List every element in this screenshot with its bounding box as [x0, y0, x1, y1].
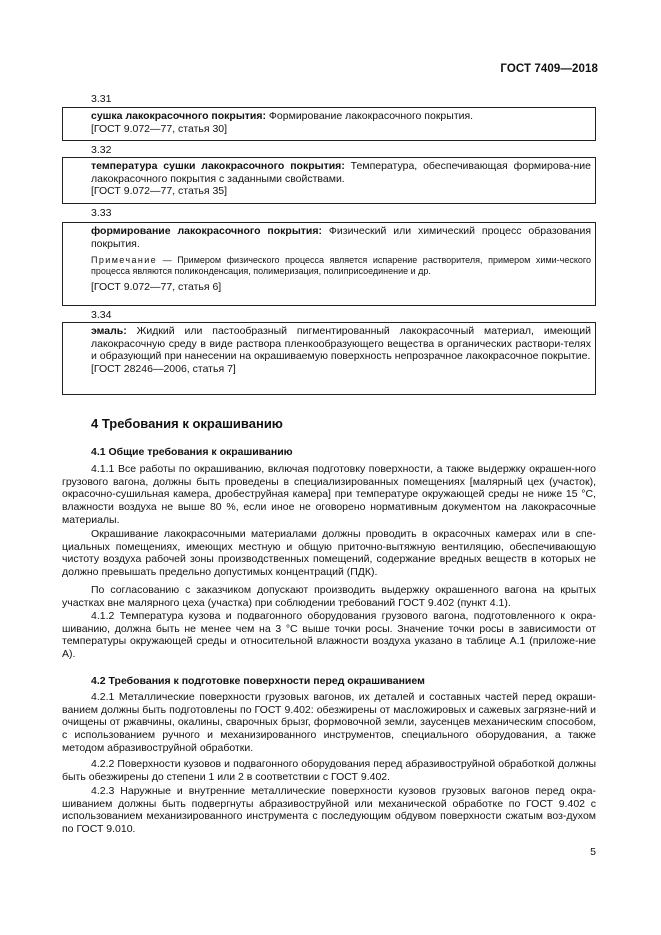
term-definition: Жидкий или пастообразный пигментированный лакокрасочный материал, имеющий лакокрасочную среду в виде раствора пленкообразующего вещества в органических раствори-телях и образующий при нанесении на окрашиваемую поверхность непрозрачное лакокрасочное покрытие.: [91, 325, 591, 363]
paragraph: 4.2.2 Поверхности кузовов и подвагонного оборудования перед абразивоструйной обработкой должны быть обезжирены до степени 1 или 2 в соответствии с ГОСТ 9.402.: [62, 758, 596, 783]
document-id-header: ГОСТ 7409—2018: [500, 63, 598, 75]
paragraph: 4.1.1 Все работы по окрашиванию, включая подготовку поверхности, а также выдержку окрашен-ного грузового вагона, должны быть проведены в специализированных помещениях [малярный цех (участок), окрасочно-сушильная камера, дробеструйная камера] при температуре окружающей среды не ниже 15 °С, влажности воздуха не выше 80 %, если иное не оговорено нормативным документом на лакокрасочные материалы.: [62, 463, 596, 526]
term-number: 3.34: [91, 309, 112, 321]
paragraph: 4.2.3 Наружные и внутренние металлические поверхности кузовов грузовых вагонов перед окра-шиванием должны быть подвергнуты абразивоструйной или механической обработке по ГОСТ 9.402 с использованием механизированного инструмента с последующим обдувом поверхности сжатым воз-духом по ГОСТ 9.010.: [62, 785, 596, 836]
note-label: Примечание: [91, 255, 158, 266]
term-number: 3.33: [91, 207, 112, 219]
term-name: сушка лакокрасочного покрытия:: [91, 110, 267, 122]
subsection-heading: 4.2 Требования к подготовке поверхности перед окрашиванием: [91, 675, 425, 687]
term-name: формирование лакокрасочного покрытия:: [91, 225, 323, 237]
paragraph: По согласованию с заказчиком допускают производить выдержку окрашенного вагона на крытых участках вне малярного цеха (участка) при соблюдении требований ГОСТ 9.402 (пункт 4.1).: [62, 584, 596, 609]
term-box: [62, 222, 596, 306]
note-text: — Примером физического процесса является испарение растворителя, примером хими-ческого процесса являются поликонденсация, полимеризация, полиприсоединение и др.: [91, 255, 591, 277]
paragraph: Окрашивание лакокрасочными материалами должны проводить в окрасочных камерах или в спе-циальных помещениях, имеющих местную и общую приточно-вытяжную вентиляцию, обеспечивающую чистоту воздуха рабочей зоны производственных помещений, содержание вредных веществ в которых не должно превышать предельно допустимых концентраций (ПДК).: [62, 528, 596, 579]
term-source: [ГОСТ 28246—2006, статья 7]: [91, 362, 236, 375]
term-definition: Физический или химический процесс образования покрытия.: [91, 225, 591, 250]
term-name: температура сушки лакокрасочного покрытия:: [91, 160, 345, 172]
term-source: [ГОСТ 9.072—77, статья 6]: [91, 281, 222, 294]
page-number: 5: [590, 846, 596, 858]
term-box: [62, 322, 596, 395]
term-number: 3.32: [91, 144, 112, 156]
term-source: [ГОСТ 9.072—77, статья 30]: [91, 122, 228, 135]
section-heading: 4 Требования к окрашиванию: [91, 416, 283, 431]
term-note: [91, 255, 591, 277]
paragraph: 4.2.1 Металлические поверхности грузовых вагонов, их деталей и составных частей перед окраши-ванием должны быть подготовлены по ГОСТ 9.402: обезжирены от масложировых и сажевых загрязне-ний и очищены от ржавчины, окалины, сварочных брызг, формовочной земли, заусенцев механическим способом, с использованием ручного и механизированного инструментов, специального оборудования, а также методом абразивоструйной обработки.: [62, 691, 596, 754]
term-name: эмаль:: [91, 325, 127, 337]
term-box: [62, 107, 596, 141]
term-definition: Температура, обеспечивающая формирова-ние лакокрасочного покрытия с заданными свойствами.: [91, 160, 591, 185]
term-definition: Формирование лакокрасочного покрытия.: [266, 110, 474, 122]
subsection-heading: 4.1 Общие требования к окрашиванию: [91, 446, 293, 458]
term-source: [ГОСТ 9.072—77, статья 35]: [91, 185, 228, 198]
paragraph: 4.1.2 Температура кузова и подвагонного оборудования грузового вагона, подготовленного к окра-шиванию, должна быть не менее чем на 3 °С выше точки росы. Значение точки росы в зависимости от температуры окружающей среды и относительной влажности воздуха указано в таблице А.1 (приложе-ние А).: [62, 610, 596, 661]
term-number: 3.31: [91, 93, 112, 105]
term-box: [62, 157, 596, 204]
